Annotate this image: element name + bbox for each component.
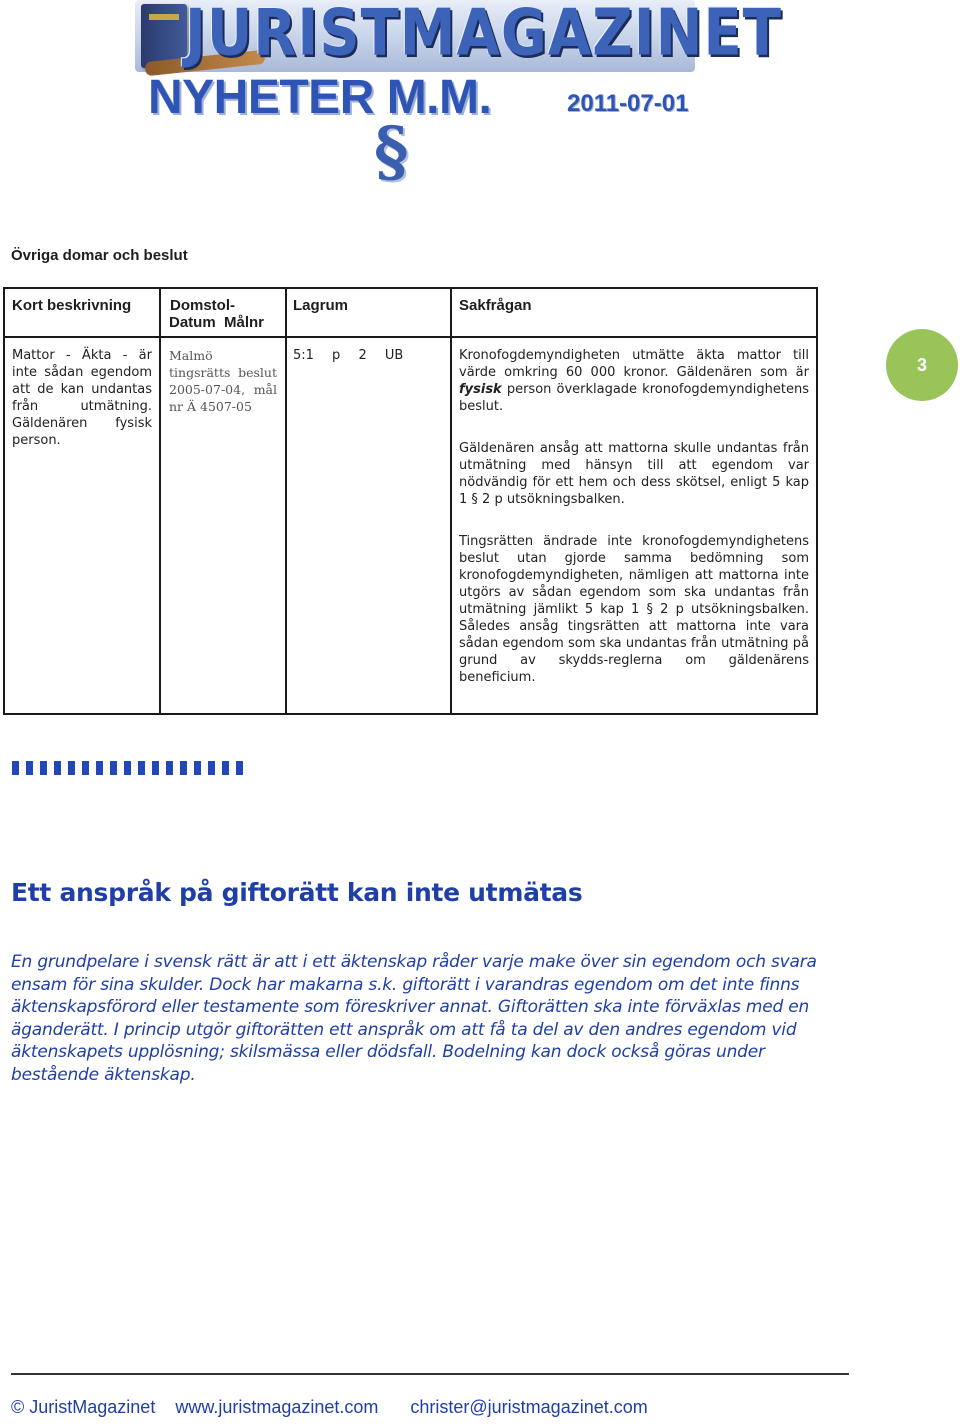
footer-rule: [11, 1373, 849, 1375]
divider-dash: [166, 761, 173, 775]
table-divider: [450, 289, 452, 713]
divider-dash: [12, 761, 19, 775]
divider-dash: [26, 761, 33, 775]
page-number-badge: 3: [886, 329, 958, 401]
sakfragan-paragraph-2: Gäldenären ansåg att mattorna skulle undantas från utmätning med hänsyn till att egendom var nödvändig för ett hem och dess skötsel, enligt 5 kap 1 § 2 p utsökningsbalken.: [459, 441, 809, 507]
cell-sakfragan: [459, 347, 809, 711]
divider-dash: [208, 761, 215, 775]
case-table: [3, 287, 818, 715]
divider-dash: [138, 761, 145, 775]
table-header-divider: [5, 336, 816, 338]
juristmagazinet-logo: [135, 0, 782, 72]
article-title: Ett anspråk på giftorätt kan inte utmätas: [11, 878, 583, 907]
sakfragan-paragraph-3: Tingsrätten ändrade inte kronofogdemyndighetens beslut utan gjorde samma bedömning som kronofogdemyndigheten, nämligen att mattorna inte utgörs av sådan egendom som ska undantas från utmätning jämlikt 5 kap 1 § 2 p utsökningsbalken. Således ansåg tingsrätten att mattorna inte vara sådan egendom som ska undantas från utmätning på grund av skydds-reglerna om gäldenärens beneficium.: [459, 534, 809, 685]
footer-website-link[interactable]: www.juristmagazinet.com: [175, 1397, 379, 1417]
section-title: Övriga domar och beslut: [11, 247, 188, 264]
cell-beskrivning: Mattor - Äkta - är inte sådan egendom att de kan undantas från utmätning. Gäldenären fysisk person.: [12, 348, 152, 448]
issue-date: 2011-07-01: [567, 90, 689, 117]
article-lead: En grundpelare i svensk rätt är att i ett äktenskap råder varje make över sin egendom och svara ensam för sina skulder. Dock har makarna s.k. giftorätt i varandras egendom om det inte finns äktenskapsförord eller testamente som föreskriver annat. Giftorätten ska inte förväxlas med en äganderätt. I princip utgör giftorätten ett anspråk om att få ta del av den andres egendom vid äktenskapets upplösning; skilsmässa eller dödsfall. Bodelning kan dock också göras under bestående äktenskap.: [11, 952, 817, 1085]
header-domstol: [169, 297, 279, 331]
divider-dash: [194, 761, 201, 775]
table-divider: [285, 289, 287, 713]
header-sakfragan: Sakfrågan: [459, 297, 532, 314]
divider-dash: [124, 761, 131, 775]
divider-dash: [110, 761, 117, 775]
footer-copyright: © JuristMagazinet: [11, 1397, 156, 1417]
divider-dash: [54, 761, 61, 775]
header-lagrum: Lagrum: [293, 297, 349, 314]
divider-dash: [180, 761, 187, 775]
table-divider: [159, 289, 161, 713]
divider-dash: [152, 761, 159, 775]
divider-dash: [40, 761, 47, 775]
footer-email-link[interactable]: christer@juristmagazinet.com: [410, 1397, 648, 1417]
page-headline: NYHETER M.M.: [148, 71, 492, 124]
header-domstol-line2: Datum Målnr: [169, 314, 265, 331]
sakfragan-paragraph-1: Kronofogdemyndigheten utmätte äkta mattor till värde omkring 60 000 kronor. Gäldenären som är fysisk person överklagade kronofogdemyndighetens beslut.: [459, 348, 809, 414]
divider-dash: [82, 761, 89, 775]
decorative-divider: [12, 761, 243, 775]
header-domstol-line1: Domstol-: [170, 297, 235, 314]
cell-domstol: Malmö tingsrätts beslut 2005-07-04, mål nr Ä 4507-05: [169, 348, 277, 414]
divider-dash: [222, 761, 229, 775]
cell-lagrum: 5:1 p 2 UB: [293, 348, 404, 363]
divider-dash: [236, 761, 243, 775]
footer: [11, 1397, 648, 1418]
divider-dash: [68, 761, 75, 775]
header-beskrivning: Kort beskrivning: [12, 297, 132, 314]
divider-dash: [96, 761, 103, 775]
paragraph-symbol-icon: §: [374, 112, 409, 190]
logo-text: JURISTMAGAZINET: [185, 0, 782, 71]
